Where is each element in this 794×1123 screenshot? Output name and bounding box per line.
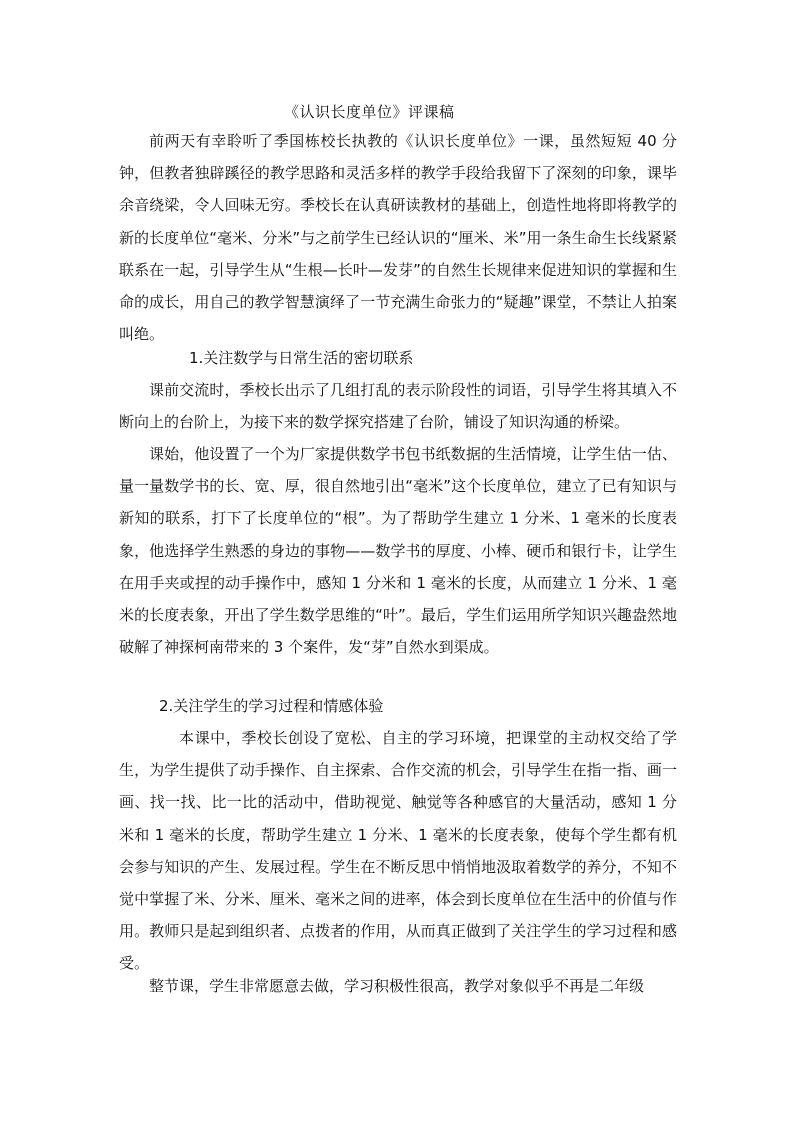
paragraph-summary: 整节课，学生非常愿意去做，学习积极性很高，教学对象似乎不再是二年级 [149,977,645,995]
paragraph-learning-process: 本课中，季校长创设了宽松、自主的学习环境，把课堂的主动权交给了学生，为学生提供了动手操作、自主探索、合作交流的机会，引导学生在指一指、画一画、找一找、比一比的活动中，借助视觉、触觉等各种感官的大量活动，感知 1 分米和 1 毫米的长度，帮助学生建立 1 分米、1 毫米的长度表象，使每个学生都有机会参与知识的产生、发展过程。学生在不断反思中悄悄地汲取着数学的养分，不知不觉中掌握了米、分米、厘米、毫米之间的进率，体会到长度单位在生活中的价值与作用。教师只是起到组织者、点拨者的作用，从而真正做到了关注学生的学习过程和感受。 [119,729,677,973]
paragraph-intro: 前两天有幸聆听了季国栋校长执教的《认识长度单位》一课，虽然短短 40 分钟，但教者独辟蹊径的教学思路和灵活多样的教学手段给我留下了深刻的印象，课毕余音绕梁，令人回味无穷。季校长在认真研读教材的基础上，创造性地将即将教学的新的长度单位“毫米、分米”与之前学生已经认识的“厘米、米”用一条生命生长线紧紧联系在一起，引导学生从“生根—长叶—发芽”的自然生长规律来促进知识的掌握和生命的成长，用自己的教学智慧演绎了一节充满生命张力的“疑趣”课堂，不禁让人拍案叫绝。 [119,132,677,344]
document-title: 《认识长度单位》评课稿 [284,103,455,121]
paragraph-class-start: 课始，他设置了一个为厂家提供数学书包书纸数据的生活情境，让学生估一估、量一量数学书的长、宽、厚，很自然地引出“毫米”这个长度单位，建立了已有知识与新知的联系，打下了长度单位的“根”。为了帮助学生建立 1 分米、1 毫米的长度表象，他选择学生熟悉的身边的事物——数学书的厚度、小棒、硬币和银行卡，让学生在用手夹或捏的动手操作中，感知 1 分米和 1 毫米的长度，从而建立 1 分米、1 毫米的长度表象，开出了学生数学思维的“叶”。最后，学生们运用所学知识兴趣盎然地破解了神探柯南带来的 3 个案件，发“芽”自然水到渠成。 [119,445,677,657]
section-heading-2: 2.关注学生的学习过程和情感体验 [159,697,384,715]
section-heading-1: 1.关注数学与日常生活的密切联系 [189,349,414,367]
paragraph-pre-class: 课前交流时，季校长出示了几组打乱的表示阶段性的词语，引导学生将其填入不断向上的台阶上，为接下来的数学探究搭建了台阶，铺设了知识沟通的桥梁。 [119,381,677,432]
